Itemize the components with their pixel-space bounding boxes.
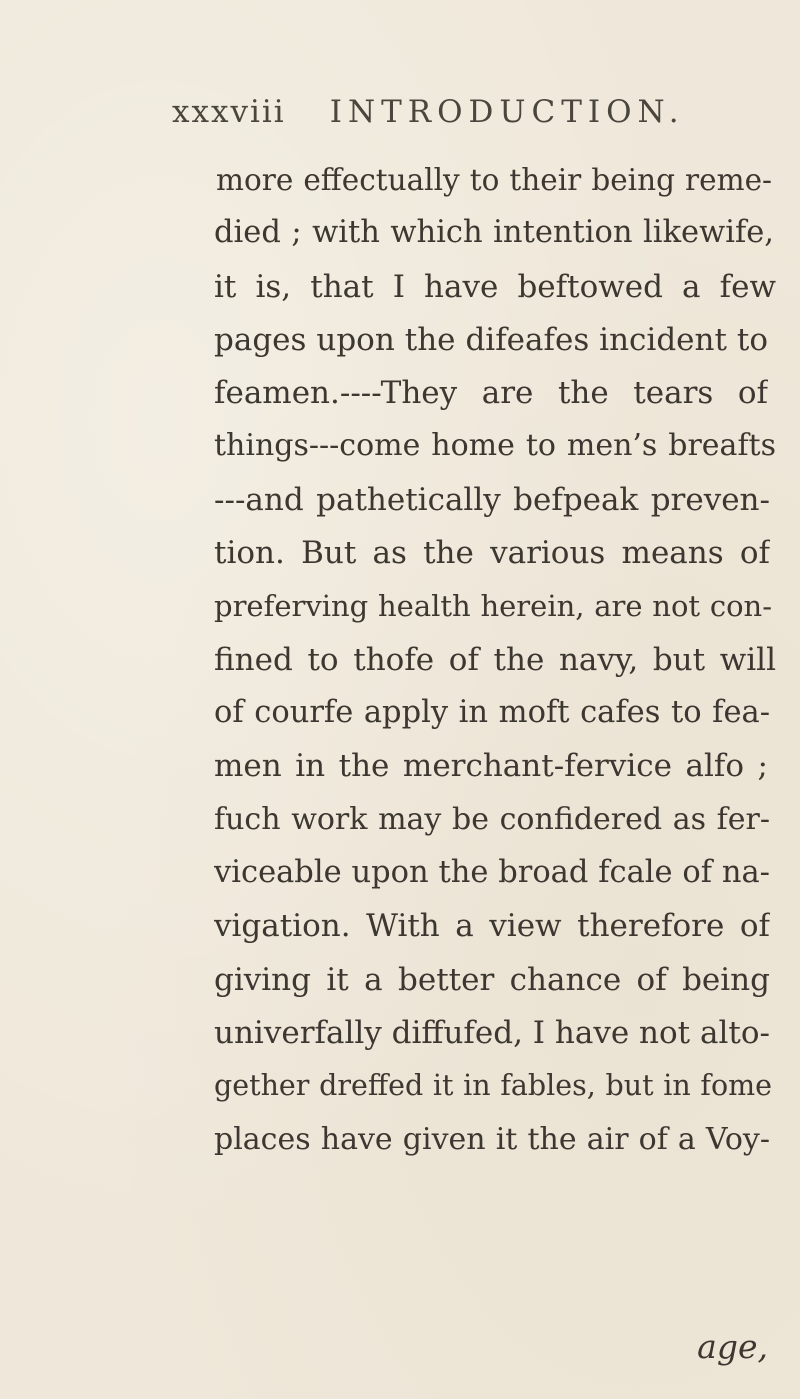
text-line: it is, that I have beftowed a few [214, 269, 776, 305]
running-title: INTRODUCTION. [329, 94, 685, 130]
text-line: pages upon the difeafes incident to [214, 322, 768, 358]
text-line: men in the merchant-fervice alfo ; [214, 748, 768, 784]
catchword: age, [697, 1327, 768, 1366]
text-line: giving it a better chance of being [214, 962, 770, 998]
text-line: vigation. With a view therefore of [214, 908, 770, 944]
text-line: tion. But as the various means of [214, 535, 770, 571]
text-line: things---come home to men’s breafts [214, 428, 776, 463]
text-line: ---and pathetically befpeak preven- [214, 482, 770, 518]
text-line: gether dreffed it in fables, but in fome [214, 1069, 772, 1102]
text-line: fuch work may be confidered as fer- [214, 802, 770, 837]
text-line: more effectually to their being reme- [216, 163, 772, 197]
text-line: viceable upon the broad fcale of na- [214, 855, 770, 890]
text-line: places have given it the air of a Voy- [214, 1122, 770, 1157]
text-line: of courfe apply in moft cafes to fea- [214, 695, 770, 730]
running-head [172, 94, 685, 130]
text-line: univerfally diffufed, I have not alto- [214, 1015, 770, 1051]
text-line: preferving health herein, are not con- [214, 589, 772, 623]
text-line: fined to thofe of the navy, but will [214, 642, 776, 678]
text-line: died ; with which intention likewife, [214, 215, 774, 250]
page-number: xxxviii [172, 94, 286, 130]
text-line: feamen.----They are the tears of [214, 375, 768, 411]
